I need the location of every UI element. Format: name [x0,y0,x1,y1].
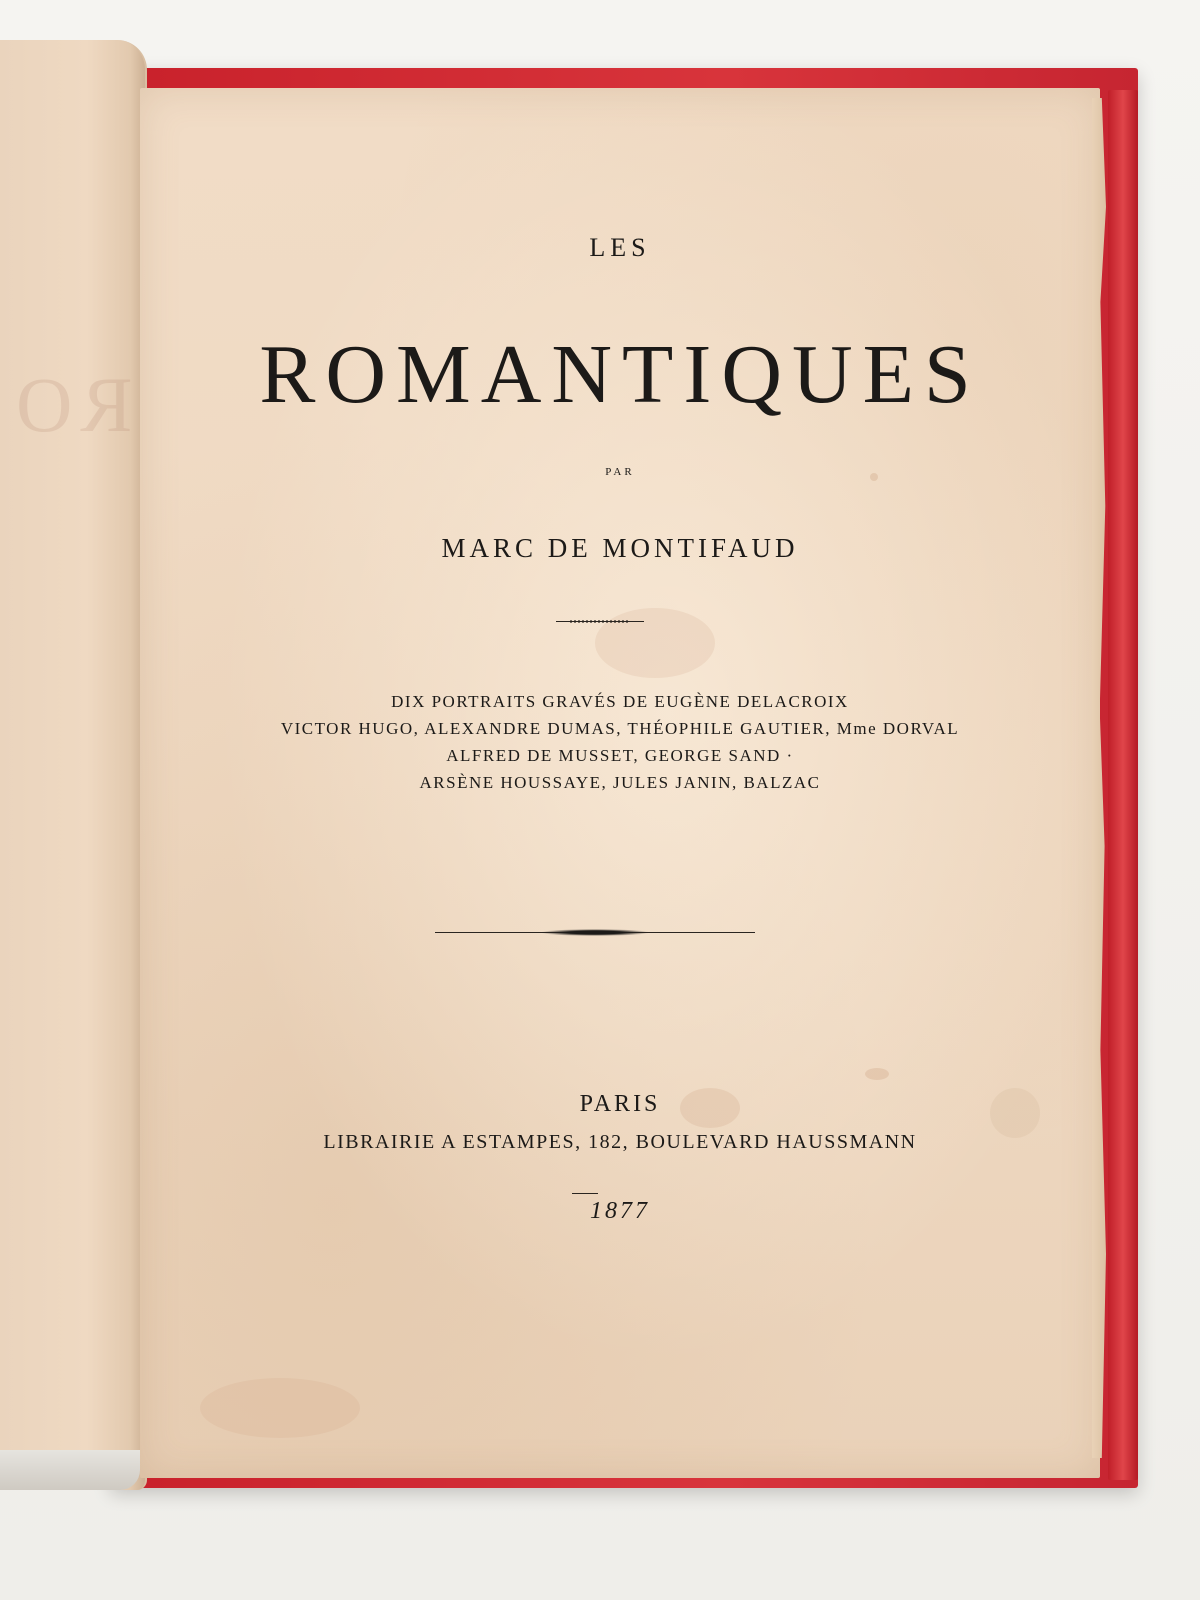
portraits-line: ALFRED DE MUSSET, GEORGE SAND · [446,746,794,765]
title-page [140,88,1100,1478]
publisher-address: LIBRAIRIE A ESTAMPES, 182, BOULEVARD HAUSSMANN [323,1131,917,1153]
left-page [0,40,147,1490]
show-through-text: RO [8,361,133,448]
portraits-line: DIX PORTRAITS GRAVÉS DE EUGÈNE DELACROIX [391,692,849,711]
portraits-list [140,688,1100,796]
by-line: PAR [605,466,635,478]
ornament-flourish [540,929,650,936]
foxing-spot [865,1068,889,1080]
book-title: ROMANTIQUES [259,328,981,421]
author-name: MARC DE MONTIFAUD [441,533,799,563]
portraits-line: ARSÈNE HOUSSAYE, JULES JANIN, BALZAC [419,773,821,792]
cover-edge [1108,90,1138,1480]
publication-city: PARIS [579,1091,661,1117]
ornamental-rule [435,928,755,938]
divider-rule [556,621,644,622]
publication-year: 1877 [590,1198,650,1224]
foxing-stain [595,608,715,678]
left-page-edge [0,1450,140,1490]
portraits-line: VICTOR HUGO, ALEXANDRE DUMAS, THÉOPHILE GAUTIER, Mme DORVAL [280,719,960,738]
short-dash [572,1193,598,1194]
title-article: LES [589,233,651,262]
foxing-stain [200,1378,360,1438]
